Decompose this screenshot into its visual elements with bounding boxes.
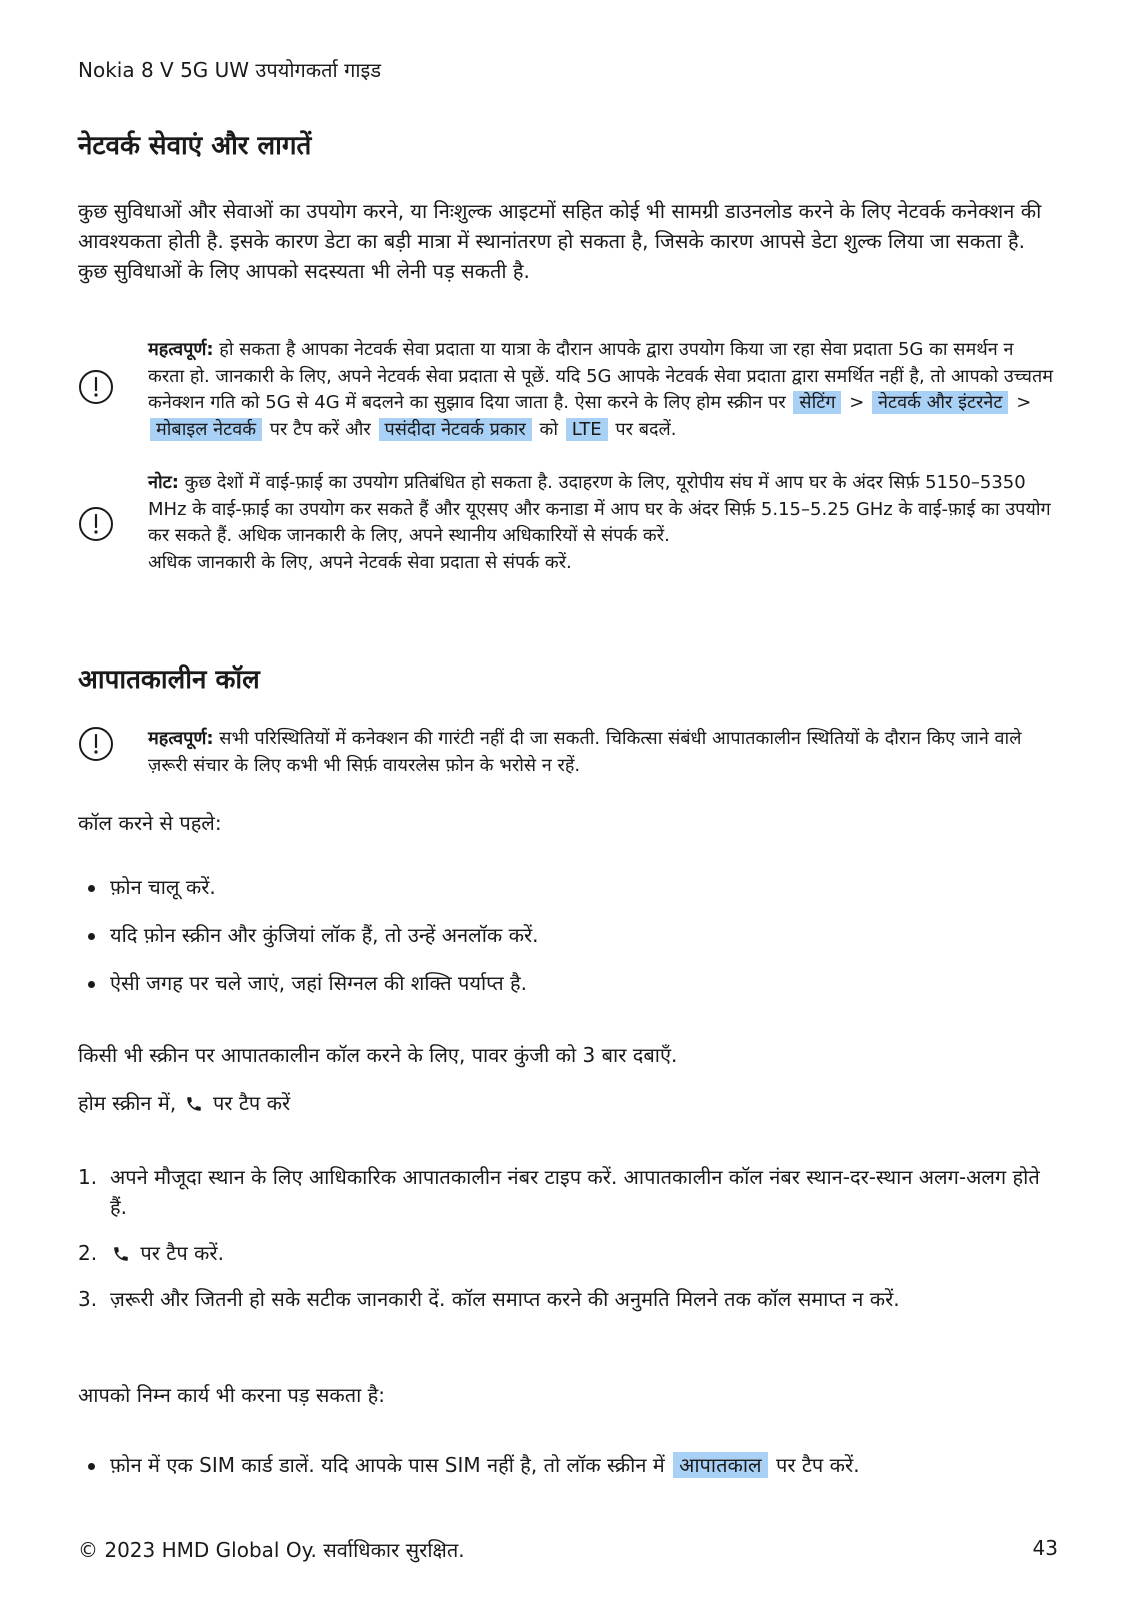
path-separator: > bbox=[1016, 392, 1032, 413]
list-item: फ़ोन चालू करें. bbox=[78, 872, 1058, 902]
path-separator: > bbox=[849, 392, 865, 413]
home-prefix: होम स्क्रीन में, bbox=[78, 1091, 177, 1115]
emergency-note-body: सभी परिस्थितियों में कनेक्शन की गारंटी नहीं दी जा सकती. चिकित्सा संबंधी आपातकालीन स्थितियों के दौरान किए जाने वाले ज़रूरी संचार के लिए कभी भी सिर्फ़ वायरलेस फ़ोन के भरोसे न रहें. bbox=[148, 728, 1022, 776]
important-icon bbox=[78, 726, 114, 762]
emergency-button[interactable]: आपातकाल bbox=[673, 1452, 767, 1478]
instruction-text: को bbox=[539, 418, 559, 440]
wifi-note-text bbox=[148, 470, 1053, 576]
phone-icon[interactable] bbox=[112, 1245, 130, 1263]
step-number: 3. bbox=[78, 1287, 98, 1311]
list-item: यदि फ़ोन स्क्रीन और कुंजियां लॉक हैं, तो उन्हें अनलॉक करें. bbox=[78, 920, 1058, 950]
network-intro-paragraph: कुछ सुविधाओं और सेवाओं का उपयोग करने, या निःशुल्क आइटमों सहित कोई भी सामग्री डाउनलोड करने के लिए नेटवर्क कनेक्शन की आवश्यकता होती है. इसके कारण डेटा का बड़ी मात्रा में स्थानांतरण हो सकता है, जिसके कारण आपसे डेटा शुल्क लिया जा सकता है. कुछ सुविधाओं के लिए आपको सदस्यता भी लेनी पड़ सकती है. bbox=[78, 199, 1042, 283]
step-text: अपने मौजूदा स्थान के लिए आधिकारिक आपातकालीन नंबर टाइप करें. आपातकालीन कॉल नंबर स्थान-दर-स्थान अलग-अलग होते हैं. bbox=[110, 1165, 1040, 1219]
power-key-instruction: किसी भी स्क्रीन पर आपातकालीन कॉल करने के लिए, पावर कुंजी को 3 बार दबाएँ. bbox=[78, 1043, 678, 1067]
important-icon bbox=[78, 369, 114, 405]
document-header: Nokia 8 V 5G UW उपयोगकर्ता गाइड bbox=[78, 58, 382, 82]
mobile-network-link[interactable]: मोबाइल नेटवर्क bbox=[150, 418, 262, 441]
before-calling-text: कॉल करने से पहले: bbox=[78, 811, 222, 835]
step-number: 2. bbox=[78, 1241, 98, 1265]
important-label: महत्वपूर्ण: bbox=[148, 339, 214, 360]
instruction-text: पर टैप करें और bbox=[269, 418, 371, 440]
lte-option[interactable]: LTE bbox=[566, 418, 608, 441]
footer-copyright: © 2023 HMD Global Oy. सर्वाधिकार सुरक्षित. bbox=[78, 1538, 465, 1562]
note-label: नोट: bbox=[148, 472, 179, 493]
phone-icon[interactable] bbox=[185, 1095, 203, 1113]
emergency-steps bbox=[78, 1162, 1058, 1314]
important-icon bbox=[78, 506, 114, 542]
important-body: हो सकता है आपका नेटवर्क सेवा प्रदाता या यात्रा के दौरान आपके द्वारा उपयोग किया जा रहा सेवा प्रदाता 5G का समर्थन न करता हो. जानकारी के लिए, अपने नेटवर्क सेवा प्रदाता से पूछें. यदि 5G आपके नेटवर्क सेवा प्रदाता द्वारा समर्थित नहीं है, तो आपको उच्चतम कनेक्शन गति को 5G से 4G में बदलने का सुझाव दिया जाता है. ऐसा करने के लिए होम स्क्रीन पर bbox=[148, 339, 1053, 413]
page-number: 43 bbox=[1032, 1536, 1058, 1560]
sim-text: फ़ोन में एक SIM कार्ड डालें. यदि आपके पास SIM नहीं है, तो लॉक स्क्रीन में bbox=[110, 1453, 665, 1477]
instruction-text: पर बदलें. bbox=[615, 418, 677, 440]
settings-link[interactable]: सेटिंग bbox=[793, 391, 841, 414]
step-item bbox=[78, 1284, 1058, 1314]
home-screen-instruction bbox=[78, 1088, 1058, 1118]
list-item bbox=[78, 1450, 1058, 1480]
important-note-text bbox=[148, 337, 1053, 443]
emergency-note-text bbox=[148, 726, 1053, 779]
before-calling-list bbox=[78, 872, 1058, 998]
home-suffix: पर टैप करें bbox=[212, 1091, 291, 1115]
important-label: महत्वपूर्ण: bbox=[148, 728, 214, 749]
section-title-network-services: नेटवर्क सेवाएं और लागतें bbox=[78, 131, 312, 161]
network-internet-link[interactable]: नेटवर्क और इंटरनेट bbox=[872, 391, 1008, 414]
note-body: कुछ देशों में वाई-फ़ाई का उपयोग प्रतिबंधित हो सकता है. उदाहरण के लिए, यूरोपीय संघ में आप घर के अंदर सिर्फ़ 5150–5350 MHz के वाई-फ़ाई का उपयोग कर सकते हैं और यूएसए और कनाडा में आप घर के अंदर सिर्फ़ 5.15–5.25 GHz के वाई-फ़ाई का उपयोग कर सकते हैं. अधिक जानकारी के लिए, अपने स्थानीय अधिकारियों से संपर्क करें. bbox=[148, 472, 1051, 546]
step-item bbox=[78, 1162, 1058, 1222]
step-text: ज़रूरी और जितनी हो सके सटीक जानकारी दें. कॉल समाप्त करने की अनुमति मिलने तक कॉल समाप्त न करें. bbox=[110, 1287, 900, 1311]
also-needed-text: आपको निम्न कार्य भी करना पड़ सकता है: bbox=[78, 1383, 386, 1407]
note-contact: अधिक जानकारी के लिए, अपने नेटवर्क सेवा प्रदाता से संपर्क करें. bbox=[148, 551, 572, 573]
preferred-network-type-link[interactable]: पसंदीदा नेटवर्क प्रकार bbox=[379, 418, 532, 441]
step-number: 1. bbox=[78, 1165, 98, 1189]
sim-list bbox=[78, 1450, 1058, 1480]
section-title-emergency-calls: आपातकालीन कॉल bbox=[78, 665, 260, 695]
list-item: ऐसी जगह पर चले जाएं, जहां सिग्नल की शक्ति पर्याप्त है. bbox=[78, 968, 1058, 998]
sim-end: पर टैप करें. bbox=[775, 1453, 860, 1477]
step-item bbox=[78, 1238, 1058, 1268]
manual-page bbox=[78, 0, 1058, 1600]
step-text: पर टैप करें. bbox=[140, 1241, 224, 1265]
